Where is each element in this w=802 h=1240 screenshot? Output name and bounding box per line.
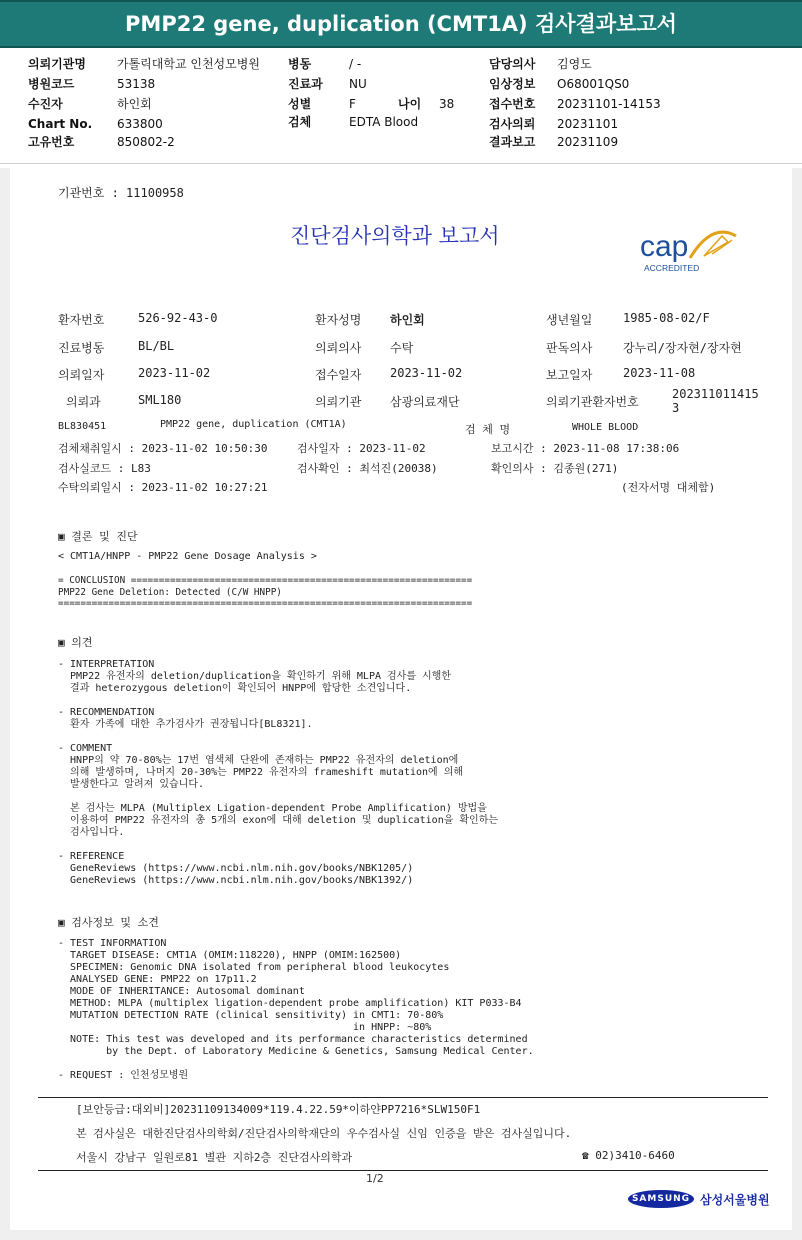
label-test-request: 검사의뢰 <box>489 117 536 131</box>
opinion-line: PMP22 유전자의 deletion/duplication을 확인하기 위해 MLPA 검사를 시행한 <box>58 671 451 682</box>
test-info-block <box>58 938 534 1082</box>
opinion-line <box>58 695 498 707</box>
value-chart-no: 633800 <box>117 117 163 131</box>
page-margin-bottom <box>0 1230 802 1240</box>
test-info-line: - TEST INFORMATION <box>58 938 167 949</box>
value-specimen-name: WHOLE BLOOD <box>572 422 639 433</box>
test-code: BL830451 <box>58 421 107 432</box>
value-patient-name: 하인회 <box>390 313 425 327</box>
opinion-line: 환자 가족에 대한 추가검사가 권장됩니다[BL8321]. <box>58 719 313 730</box>
label-patient-no: 환자번호 <box>58 313 105 327</box>
hospital-name: 삼성서울병원 <box>700 1193 770 1207</box>
value-institution: 가톨릭대학교 인천성모병원 <box>117 57 260 71</box>
label-sex: 성별 <box>288 97 312 111</box>
opinion-line: GeneReviews (https://www.ncbi.nlm.nih.gov/books/NBK1392/) <box>58 875 414 886</box>
label-request-date: 의뢰일자 <box>58 368 105 382</box>
test-info-line <box>58 1058 534 1070</box>
value-receipt-no: 20231101-14153 <box>557 97 661 111</box>
value-doctor: 김영도 <box>557 57 592 71</box>
header-divider <box>0 163 802 164</box>
opinion-line: 의해 발생하며, 나머지 20-30%는 PMP22 유전자의 frameshift mutation에 의해 <box>58 767 464 778</box>
conclusion-line: ========================================================================== <box>58 598 473 609</box>
footer-address: 서울시 강남구 일원로81 별관 지하2층 진단검사의학과 <box>76 1151 353 1164</box>
conclusion-heading: ▣ 결론 및 진단 <box>58 530 138 543</box>
test-info-heading: ▣ 검사정보 및 소견 <box>58 916 159 929</box>
label-request-institution: 의뢰기관 <box>315 395 362 409</box>
label-institution: 의뢰기관명 <box>28 57 86 71</box>
value-request-doctor: 수탁 <box>390 341 414 355</box>
opinion-line: 발생한다고 알려져 있습니다. <box>58 779 205 790</box>
cap-accredited-logo <box>632 228 744 278</box>
value-ward2: BL/BL <box>138 339 175 353</box>
page-number: 1/2 <box>366 1172 384 1185</box>
label-ward: 병동 <box>288 57 312 71</box>
conclusion-result: PMP22 Gene Deletion: Detected (C/W HNPP) <box>58 586 282 598</box>
label-institution-patient-no: 의뢰기관환자번호 <box>546 395 639 409</box>
opinion-line: 이용하여 PMP22 유전자의 총 5개의 exon에 대해 deletion 및 duplication을 확인하는 <box>58 815 499 826</box>
exam-checker: 검사확인 : 최석진(20038) <box>297 462 438 475</box>
opinion-line: 본 검사는 MLPA (Multiplex Ligation-dependent Probe Amplification) 방법을 <box>58 803 487 814</box>
confirm-doctor: 확인의사 : 김종원(271) <box>491 462 619 475</box>
opinion-line <box>58 839 498 851</box>
label-chart-no: Chart No. <box>28 117 93 131</box>
opinion-block <box>58 659 498 887</box>
label-result-report: 결과보고 <box>489 135 536 149</box>
test-info-line: NOTE: This test was developed and its performance characteristics determined <box>58 1034 528 1045</box>
test-info-line: in HNPP: ~80% <box>58 1022 432 1033</box>
label-specimen: 검체 <box>288 115 312 129</box>
label-reading-doctor: 판독의사 <box>546 341 593 355</box>
label-ward2: 진료병동 <box>58 341 105 355</box>
value-unique-no: 850802-2 <box>117 135 175 149</box>
test-info-line: MUTATION DETECTION RATE (clinical sensitivity) in CMT1: 70-80% <box>58 1010 444 1021</box>
test-info-line: METHOD: MLPA (multiplex ligation-dependent probe amplification) KIT P033-B4 <box>58 998 522 1009</box>
test-info-line: by the Dept. of Laboratory Medicine & Genetics, Samsung Medical Center. <box>58 1046 534 1057</box>
institution-number: 기관번호 : 11100958 <box>58 186 184 200</box>
opinion-line: - REFERENCE <box>58 851 125 862</box>
opinion-line: - INTERPRETATION <box>58 659 155 670</box>
opinion-line: 검사입니다. <box>58 827 125 838</box>
test-info-line: MODE OF INHERITANCE: Autosomal dominant <box>58 986 305 997</box>
opinion-line: 결과 heterozygous deletion이 확인되어 HNPP에 합당한 소견입니다. <box>58 683 412 694</box>
test-info-line: SPECIMEN: Genomic DNA isolated from peripheral blood leukocytes <box>58 962 450 973</box>
value-test-request: 20231101 <box>557 117 619 131</box>
label-patient-name: 환자성명 <box>315 313 362 327</box>
opinion-line: - COMMENT <box>58 743 113 754</box>
label-report-date: 보고일자 <box>546 368 593 382</box>
opinion-line <box>58 791 498 803</box>
value-dept: NU <box>349 77 367 91</box>
conclusion-block <box>58 575 472 610</box>
conclusion-line: = CONCLUSION ============================================================= <box>58 575 473 586</box>
samsung-logo: SAMSUNG <box>628 1190 694 1208</box>
collect-datetime: 검체채취일시 : 2023-11-02 10:50:30 <box>58 442 268 455</box>
report-time: 보고시간 : 2023-11-08 17:38:06 <box>491 442 680 455</box>
value-receipt-date: 2023-11-02 <box>390 366 463 380</box>
value-hospital-code: 53138 <box>117 77 156 91</box>
value-institution-patient-no: 202311011415 <box>672 387 759 401</box>
conclusion-title: < CMT1A/HNPP - PMP22 Gene Dosage Analysis > <box>58 551 317 562</box>
value-request-date: 2023-11-02 <box>138 366 211 380</box>
opinion-line <box>58 731 498 743</box>
label-clinical-info: 임상정보 <box>489 77 536 91</box>
opinion-heading: ▣ 의견 <box>58 636 93 649</box>
label-unique-no: 고유번호 <box>28 135 75 149</box>
label-hospital-code: 병원코드 <box>28 77 75 91</box>
report-title: 진단검사의학과 보고서 <box>290 224 500 248</box>
footer-phone: ☎ 02)3410-6460 <box>582 1149 675 1162</box>
label-birthdate: 생년월일 <box>546 313 593 327</box>
value-patient: 하인회 <box>117 97 152 111</box>
test-info-line: TARGET DISEASE: CMT1A (OMIM:118220), HNPP (OMIM:162500) <box>58 950 402 961</box>
opinion-line: - RECOMMENDATION <box>58 707 155 718</box>
lab-code: 검사실코드 : L83 <box>58 462 151 475</box>
opinion-line: HNPP의 약 70-80%는 17번 염색체 단완에 존재하는 PMP22 유전자의 deletion에 <box>58 755 459 766</box>
value-sex: F <box>349 97 356 111</box>
footer-certification: 본 검사실은 대한진단검사의학회/진단검사의학재단의 우수검사실 신임 인증을 받은 검사실입니다. <box>76 1127 572 1140</box>
value-report-date: 2023-11-08 <box>623 366 696 380</box>
label-request-doctor: 의뢰의사 <box>315 341 362 355</box>
exam-date: 검사일자 : 2023-11-02 <box>297 442 426 455</box>
label-receipt-no: 접수번호 <box>489 97 536 111</box>
test-info-line: ANALYSED GENE: PMP22 on 17p11.2 <box>58 974 257 985</box>
value-birthdate: 1985-08-02/F <box>623 311 710 325</box>
value-ward: / - <box>349 57 362 71</box>
opinion-line: GeneReviews (https://www.ncbi.nlm.nih.gov/books/NBK1205/) <box>58 863 414 874</box>
test-name: PMP22 gene, duplication (CMT1A) <box>160 419 347 430</box>
value-institution-patient-no-wrap: 3 <box>672 401 680 415</box>
value-specimen: EDTA Blood <box>349 115 419 129</box>
label-specimen-name: 검 체 명 <box>465 423 511 436</box>
label-request-dept: 의뢰과 <box>66 395 101 409</box>
value-clinical-info: O68001QS0 <box>557 77 630 91</box>
label-age: 나이 <box>398 97 422 111</box>
report-title-bar: PMP22 gene, duplication (CMT1A) 검사결과보고서 <box>0 0 802 48</box>
value-request-dept: SML180 <box>138 393 182 407</box>
page-margin-right <box>792 168 802 1233</box>
page-margin-left <box>0 168 10 1233</box>
cap-accredited: ACCREDITED <box>644 263 700 273</box>
received-datetime: 수탁의뢰일시 : 2023-11-02 10:27:21 <box>58 481 268 494</box>
cap-word: cap <box>640 230 689 263</box>
label-dept: 진료과 <box>288 77 323 91</box>
esign-note: (전자서명 대체함) <box>621 481 716 494</box>
value-patient-no: 526-92-43-0 <box>138 311 218 325</box>
label-doctor: 담당의사 <box>489 57 536 71</box>
footer-security-code: [보안등급:대외비]20231109134009*119.4.22.59*이하얀PP7216*SLW150F1 <box>76 1103 481 1116</box>
label-patient: 수진자 <box>28 97 63 111</box>
value-request-institution: 삼광의료재단 <box>390 395 460 409</box>
label-receipt-date: 접수일자 <box>315 368 362 382</box>
test-info-line: - REQUEST : 인천성모병원 <box>58 1070 189 1081</box>
value-age: 38 <box>439 97 455 111</box>
value-result-report: 20231109 <box>557 135 619 149</box>
value-reading-doctor: 강누리/장자현/장자현 <box>623 341 742 355</box>
